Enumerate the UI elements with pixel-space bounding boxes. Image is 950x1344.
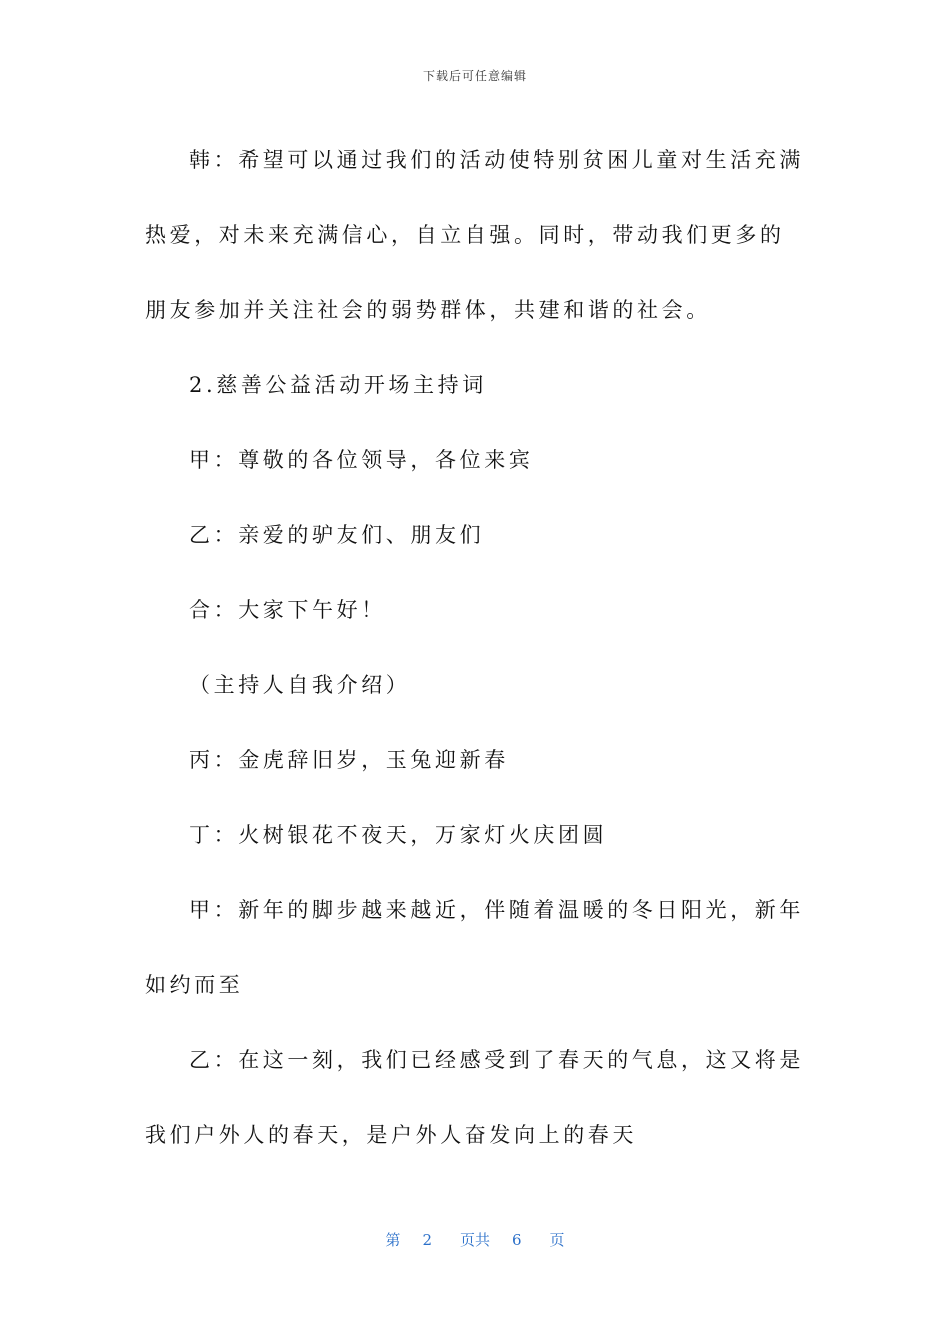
page-footer <box>0 1229 950 1250</box>
line-bing: 丙：金虎辞旧岁，玉兔迎新春 <box>189 748 509 772</box>
paragraph-han: 韩：希望可以通过我们的活动使特别贫困儿童对生活充满热爱，对未来充满信心，自立自强。同时，带动我们更多的朋友参加并关注社会的弱势群体，共建和谐的社会。 <box>145 148 804 322</box>
total-suffix: 页 <box>549 1231 565 1249</box>
line-jia-greeting: 甲：尊敬的各位领导，各位来宾 <box>189 448 534 472</box>
line-ding: 丁：火树银花不夜天，万家灯火庆团圆 <box>189 823 608 847</box>
line-he-greeting: 合：大家下午好！ <box>189 598 386 622</box>
section-heading: 2.慈善公益活动开场主持词 <box>189 373 487 397</box>
header-note: 下载后可任意编辑 <box>422 69 527 83</box>
current-page-number: 2 <box>422 1231 432 1249</box>
line-yi-spring: 乙：在这一刻，我们已经感受到了春天的气息，这又将是我们户外人的春天，是户外人奋发向上的春天 <box>145 1048 804 1147</box>
line-yi-greeting: 乙：亲爱的驴友们、朋友们 <box>189 523 485 547</box>
document-body <box>145 123 805 1173</box>
total-page-number: 6 <box>512 1231 522 1249</box>
stage-direction: （主持人自我介绍） <box>189 673 411 697</box>
page-suffix: 页共 <box>459 1231 490 1249</box>
line-jia-new-year: 甲：新年的脚步越来越近，伴随着温暖的冬日阳光，新年如约而至 <box>145 898 804 997</box>
page-prefix: 第 <box>385 1231 401 1249</box>
